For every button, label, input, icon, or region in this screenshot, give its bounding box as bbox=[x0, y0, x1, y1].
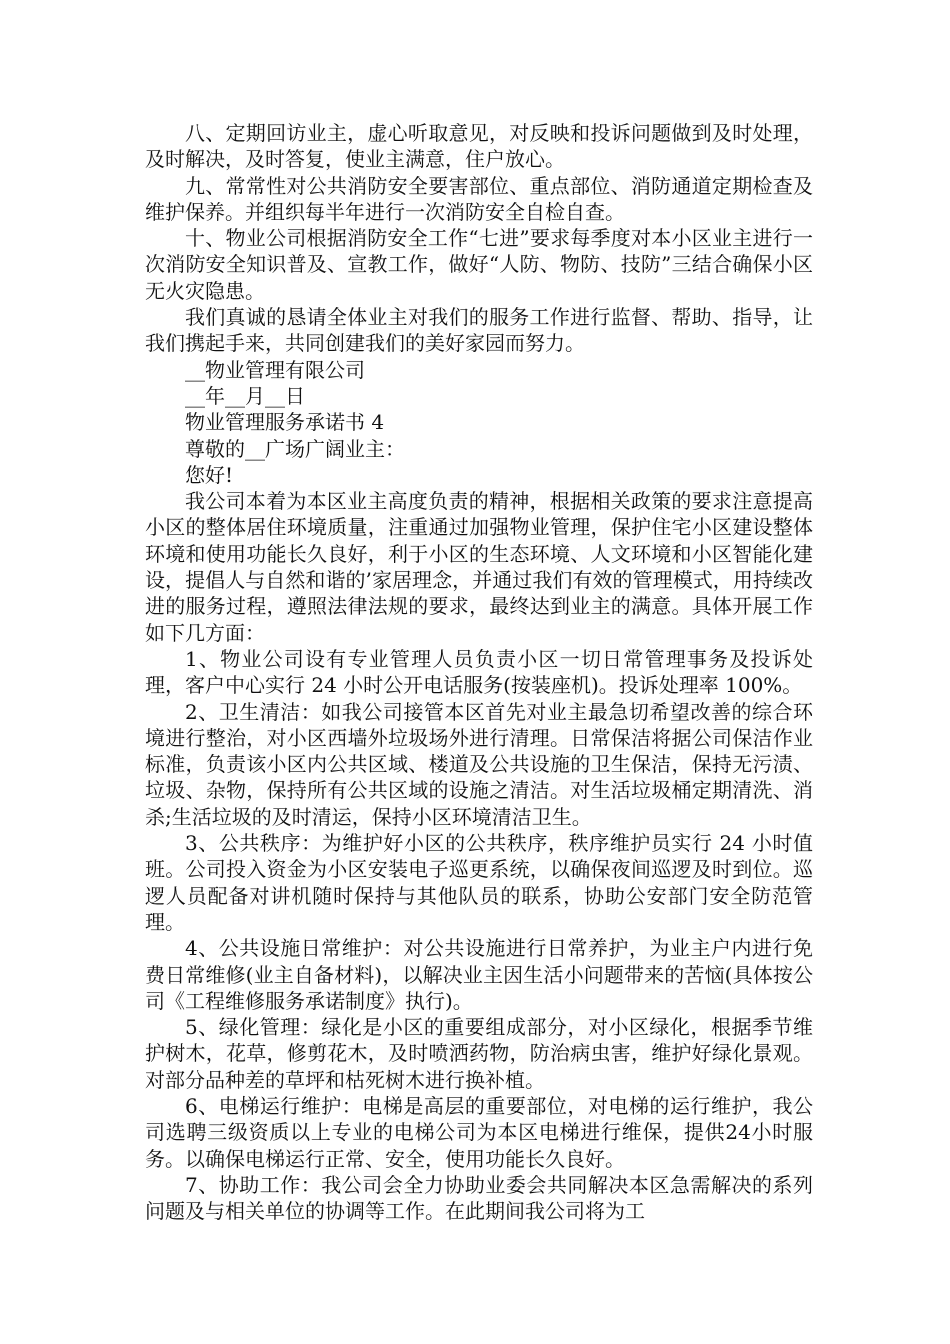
paragraph-item-10: 十、物业公司根据消防安全工作“七进”要求每季度对本小区业主进行一次消防安全知识普及、宣教工作，做好“人防、物防、技防”三结合确保小区无火灾隐患。 bbox=[145, 226, 813, 303]
paragraph-point-5: 5、绿化管理：绿化是小区的重要组成部分，对小区绿化，根据季节维护树木，花草，修剪花木，及时喷洒药物，防治病虫害，维护好绿化景观。对部分品种差的草坪和枯死树木进行换补植。 bbox=[145, 1015, 813, 1092]
company-signature: __物业管理有限公司 bbox=[185, 357, 365, 382]
paragraph-point-4: 4、公共设施日常维护：对公共设施进行日常养护，为业主户内进行免费日常维修(业主自备材料)，以解决业主因生活小问题带来的苦恼(具体按公司《工程维修服务承诺制度》执行)。 bbox=[145, 936, 813, 1013]
paragraph-point-6: 6、电梯运行维护：电梯是高层的重要部位，对电梯的运行维护，我公司选聘三级资质以上专业的电梯公司为本区电梯进行维保，提供24小时服务。以确保电梯运行正常、安全，使用功能长久良好。 bbox=[145, 1093, 813, 1171]
paragraph-point-1: 1、物业公司设有专业管理人员负责小区一切日常管理事务及投诉处理，客户中心实行 24 小时公开电话服务(按装座机)。投诉处理率 100%。 bbox=[145, 646, 813, 698]
intro-paragraph: 我公司本着为本区业主高度负责的精神，根据相关政策的要求注意提高小区的整体居住环境质量，注重通过加强物业管理，保护住宅小区建设整体环境和使用功能长久良好，利于小区的生态环境、人文环境和小区智能化建设，提倡人与自然和谐的’家居理念，并通过我们有效的管理模式，用持续改进的服务过程，遵照法律法规的要求，最终达到业主的满意。具体开展工作如下几方面： bbox=[145, 489, 813, 645]
paragraph-point-3: 3、公共秩序：为维护好小区的公共秩序，秩序维护员实行 24 小时值班。公司投入资金为小区安装电子巡更系统，以确保夜间巡逻及时到位。巡逻人员配备对讲机随时保持与其他队员的联系，协助公安部门安全防范管理。 bbox=[145, 831, 813, 934]
paragraph-point-7: 7、协助工作：我公司会全力协助业委会共同解决本区急需解决的系列问题及与相关单位的协调等工作。在此期间我公司将为工 bbox=[145, 1172, 813, 1224]
salutation: 尊敬的__广场广阔业主： bbox=[185, 436, 405, 461]
paragraph-appeal: 我们真诚的恳请全体业主对我们的服务工作进行监督、帮助、指导，让我们携起手来，共同创建我们的美好家园而努力。 bbox=[145, 305, 813, 356]
section-title: 物业管理服务承诺书 4 bbox=[185, 410, 385, 435]
paragraph-point-2: 2、卫生清洁：如我公司接管本区首先对业主最急切希望改善的综合环境进行整治，对小区西墙外垃圾场外进行清理。日常保洁将据公司保洁作业标准，负责该小区内公共区域、楼道及公共设施的卫生保洁，保持无污渍、垃圾、杂物，保持所有公共区域的设施之清洁。对生活垃圾桶定期清洗、消杀;生活垃圾的及时清运，保持小区环境清洁卫生。 bbox=[145, 699, 813, 829]
greeting: 您好! bbox=[185, 462, 234, 487]
paragraph-item-8: 八、定期回访业主，虚心听取意见，对反映和投诉问题做到及时处理，及时解决，及时答复，使业主满意，住户放心。 bbox=[145, 121, 813, 172]
date-line: __年__月__日 bbox=[185, 383, 305, 408]
paragraph-item-9: 九、常常性对公共消防安全要害部位、重点部位、消防通道定期检查及维护保养。并组织每半年进行一次消防安全自检自查。 bbox=[145, 173, 813, 224]
document-page bbox=[145, 120, 813, 1224]
